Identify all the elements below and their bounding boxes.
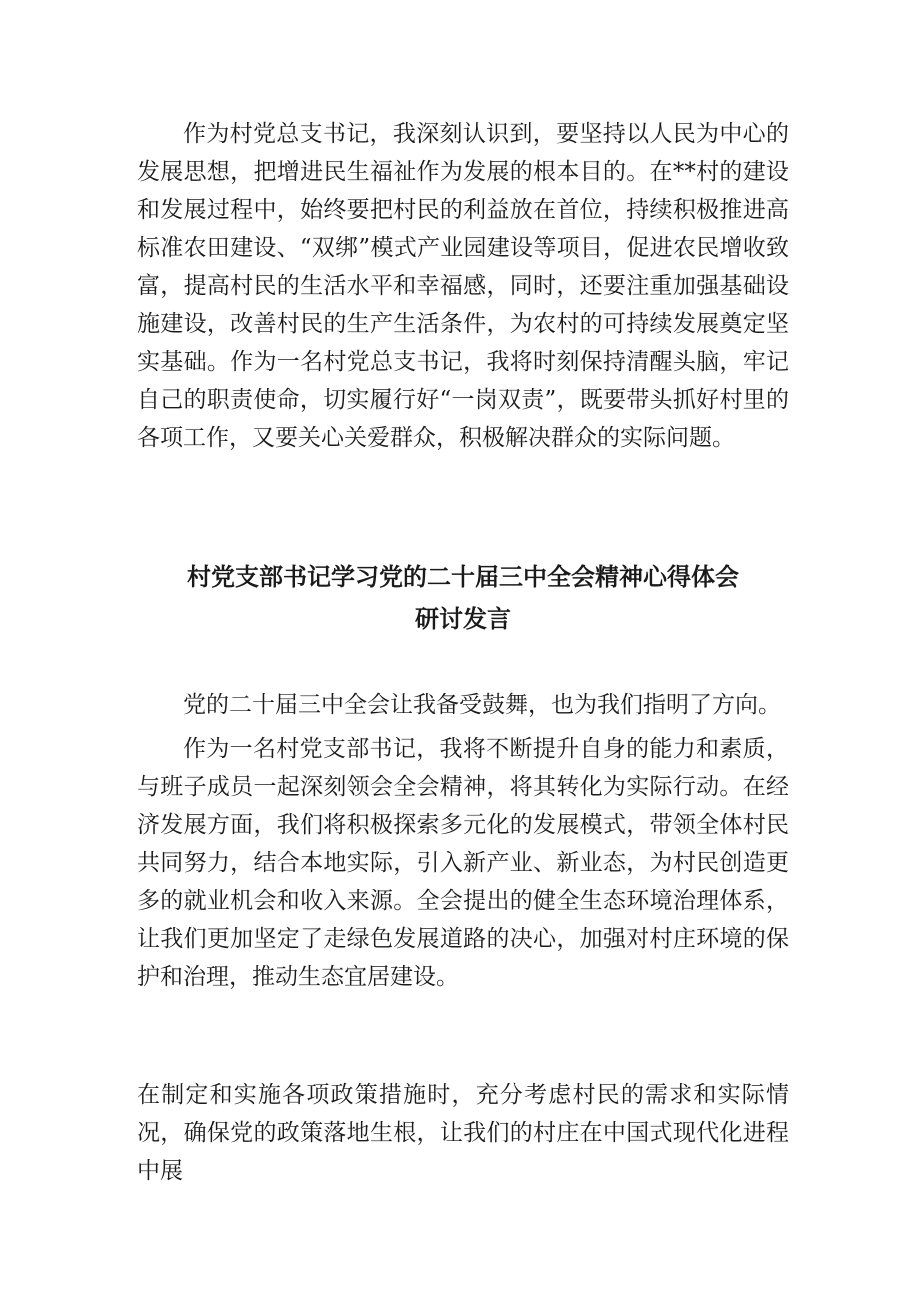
main-paragraph: 作为一名村党支部书记，我将不断提升自身的能力和素质，与班子成员一起深刻领会全会精神，将其转化为实际行动。在经济发展方面，我们将积极探索多元化的发展模式，带领全体村民共同努力，结合本地实际，引入新产业、新业态，为村民创造更多的就业机会和收入来源。全会提出的健全生态环境治理体系，让我们更加坚定了走绿色发展道路的决心，加强对村庄环境的保护和治理，推动生态宜居建设。 bbox=[137, 736, 789, 990]
intro-paragraph: 作为村党总支书记，我深刻认识到，要坚持以人民为中心的发展思想，把增进民生福祉作为发展的根本目的。在**村的建设和发展过程中，始终要把村民的利益放在首位，持续积极推进高标准农田建设、“双绑”模式产业园建设等项目，促进农民增收致富，提高村民的生活水平和幸福感，同时，还要注重加强基础设施建设，改善村民的生产生活条件，为农村的可持续发展奠定坚实基础。作为一名村党总支书记，我将时刻保持清醒头脑，牢记自己的职责使命，切实履行好“一岗双责”，既要带头抓好村里的各项工作，又要关心关爱群众，积极解决群众的实际问题。 bbox=[137, 121, 789, 451]
policy-paragraph: 在制定和实施各项政策措施时，充分考虑村民的需求和实际情况，确保党的政策落地生根，让我们的村庄在中国式现代化进程中展 bbox=[137, 1082, 789, 1184]
document-title-line-2: 研讨发言 bbox=[415, 605, 511, 633]
opening-paragraph: 党的二十届三中全会让我备受鼓舞，也为我们指明了方向。 bbox=[183, 692, 781, 718]
document-title-line-1: 村党支部书记学习党的二十届三中全会精神心得体会 bbox=[187, 563, 739, 591]
intro-paragraph-block bbox=[137, 115, 789, 457]
main-paragraph-block bbox=[137, 730, 789, 996]
policy-paragraph-block bbox=[137, 1076, 789, 1190]
opening-paragraph-block bbox=[137, 686, 789, 724]
